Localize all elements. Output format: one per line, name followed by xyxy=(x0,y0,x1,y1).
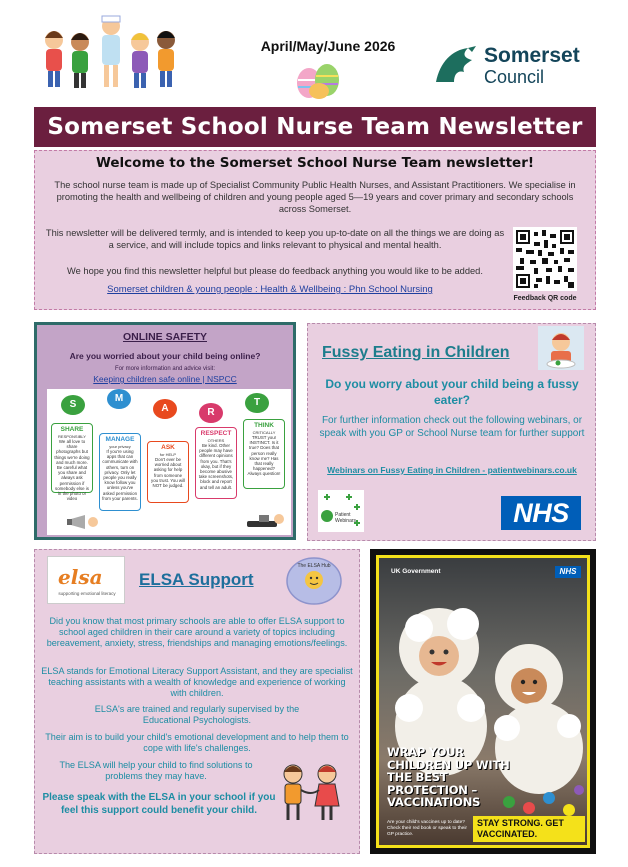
smart-letter-t: T xyxy=(245,393,269,413)
smart-heading: SHARE xyxy=(60,426,84,433)
easter-eggs-illustration xyxy=(293,58,345,100)
school-nursing-link[interactable]: Somerset children & young people : Health & Wellbeing : Phn School Nursing xyxy=(107,284,433,295)
smart-text: TRUST your INSTINCT. Is it true? Does that person really know me? Has that really happened? Always question! xyxy=(247,435,281,477)
smart-letter-m: M xyxy=(107,389,131,409)
smart-heading: RESPECT xyxy=(200,430,232,437)
dragon-icon xyxy=(432,42,480,90)
smart-text: If you're using apps that can communicate with others, turn on privacy. Only let people you really know follow you unless you've asked permission from your parents. xyxy=(102,449,138,501)
elsa-hub-badge xyxy=(285,556,343,606)
children-illustration xyxy=(36,10,186,96)
smart-heading: THINK xyxy=(254,422,274,429)
fussy-eating-webinar-link[interactable]: Webinars on Fussy Eating in Children - patientwebinars.co.uk xyxy=(327,465,577,475)
elsa-logo-subtext: supporting emotional literacy xyxy=(58,591,116,596)
smart-box-manage xyxy=(99,433,141,511)
smart-subheading: for HELP xyxy=(159,452,177,457)
smart-letter-s: S xyxy=(61,395,85,415)
child-on-laptop-icon xyxy=(245,511,285,531)
online-safety-title: ONLINE SAFETY xyxy=(122,331,207,343)
patient-webinars-label: Patient Webinars xyxy=(335,512,357,524)
fussy-eating-section xyxy=(307,323,596,541)
patient-webinars-icon xyxy=(318,490,364,532)
nspcc-link[interactable]: Keeping children safe online | NSPCC xyxy=(93,374,237,384)
online-safety-section xyxy=(34,322,296,540)
smart-box-ask xyxy=(147,441,189,503)
smart-poster xyxy=(47,389,291,535)
smart-letter-r: R xyxy=(199,403,223,423)
newsletter-date: April/May/June 2026 xyxy=(260,38,396,54)
council-sub: Council xyxy=(484,67,545,87)
somerset-council-logo xyxy=(432,42,612,94)
fussy-eating-title: Fussy Eating in Children xyxy=(322,344,510,361)
megaphone-icon xyxy=(67,513,103,531)
smart-letter-a: A xyxy=(153,399,177,419)
elsa-paragraph-4: Their aim is to build your child's emotional development and to help them to cope with life's challenges. xyxy=(45,732,349,754)
smart-heading: MANAGE xyxy=(105,436,135,443)
uk-government-label: UK Government xyxy=(391,568,441,575)
welcome-paragraph-2: This newsletter will be delivered termly, and is intended to keep you up-to-date on all the things we are doing as a service, and will include topics and links relevant to physical and mental health. xyxy=(45,228,505,250)
welcome-paragraph-1: The school nurse team is made up of Specialist Community Public Health Nurses, and Assistant Practitioners. We specialise in promoting the health and wellbeing of children and young people aged 5—19 years and cover primary and secondary schools across Somerset. xyxy=(54,180,576,214)
vaccination-poster xyxy=(370,549,596,854)
smart-box-share xyxy=(51,423,93,502)
welcome-title: Welcome to the Somerset School Nurse Team newsletter! xyxy=(95,155,535,171)
fussy-eating-paragraph: For further information check out the following webinars, or speak with you GP or School Nurse team for further support xyxy=(319,415,585,439)
vaccination-poster-frame xyxy=(376,555,590,848)
welcome-paragraph-3: We hope you find this newsletter helpful but please do feedback anything you would like to be added. xyxy=(67,266,483,276)
welcome-section xyxy=(34,150,596,310)
elsa-title: ELSA Support xyxy=(139,570,254,589)
child-eating-illustration xyxy=(538,326,584,370)
feedback-qr-code[interactable] xyxy=(513,227,577,291)
elsa-section xyxy=(34,549,360,854)
elsa-paragraph-3: ELSA's are trained and regularly supervised by the Educational Psychologists. xyxy=(94,704,300,726)
poster-headline: WRAP YOUR CHILDREN UP WITH THE BEST PROTECTION – VACCINATIONS xyxy=(387,745,510,809)
elsa-paragraph-5: The ELSA will help your child to find solutions to problems they may have. xyxy=(59,760,253,782)
elsa-paragraph-1: Did you know that most primary schools are able to offer ELSA support to school aged children in their care around a variety of topics including bereavement, anxiety, stress, friendships and managing emotions/feelings. xyxy=(46,616,348,649)
smart-subheading: CRITICALLY xyxy=(252,430,276,435)
elsa-logo-text: elsa xyxy=(58,565,103,589)
qr-code-label: Feedback QR code xyxy=(513,295,577,302)
smart-box-respect xyxy=(195,427,237,499)
smart-heading: ASK xyxy=(161,444,175,451)
smart-box-think xyxy=(243,419,285,489)
children-holding-hands-illustration xyxy=(275,760,347,824)
fussy-eating-question: Do you worry about your child being a fussy eater? xyxy=(325,377,579,407)
poster-small-text: Are your child's vaccines up to date? Check their red book or speak to their GP practice. xyxy=(387,820,467,837)
nhs-logo: NHS xyxy=(501,496,581,530)
online-safety-question: Are you worried about your child being online? xyxy=(69,351,261,361)
smart-subheading: OTHERS xyxy=(207,438,225,443)
smart-text: We all love to share photographs but things we're doing and much more. Be careful what you share and always ask permission if somebody else is in the photo or video xyxy=(54,439,90,502)
online-safety-info-text: For more information and advice visit: xyxy=(114,366,216,372)
newsletter-title-banner: Somerset School Nurse Team Newsletter xyxy=(34,107,596,147)
patient-webinars-logo xyxy=(318,490,364,532)
elsa-logo xyxy=(47,556,125,604)
smart-text: Be kind. Other people may have different opinions from you. That's okay, but if they become abusive take screenshots, block and report and tell an adult. xyxy=(198,443,234,490)
smart-subheading: RESPONSIBLY xyxy=(58,434,86,439)
elsa-paragraph-6: Please speak with the ELSA in your school if you feel this support could benefit your child. xyxy=(42,792,276,816)
elsa-hub-badge-text: The ELSA Hub xyxy=(297,563,331,569)
smart-text: Don't ever be worried about asking for help from someone you trust. You will NOT be judged. xyxy=(151,457,185,489)
council-name: Somerset xyxy=(484,44,580,67)
poster-slogan: STAY STRONG. GET VACCINATED. xyxy=(473,816,585,842)
poster-nhs-logo: NHS xyxy=(555,566,581,578)
elsa-paragraph-2: ELSA stands for Emotional Literacy Support Assistant, and they are specialist teaching assistants with a wealth of knowledge and experience of working with children. xyxy=(41,666,353,699)
smart-subheading: your privacy xyxy=(109,444,131,449)
